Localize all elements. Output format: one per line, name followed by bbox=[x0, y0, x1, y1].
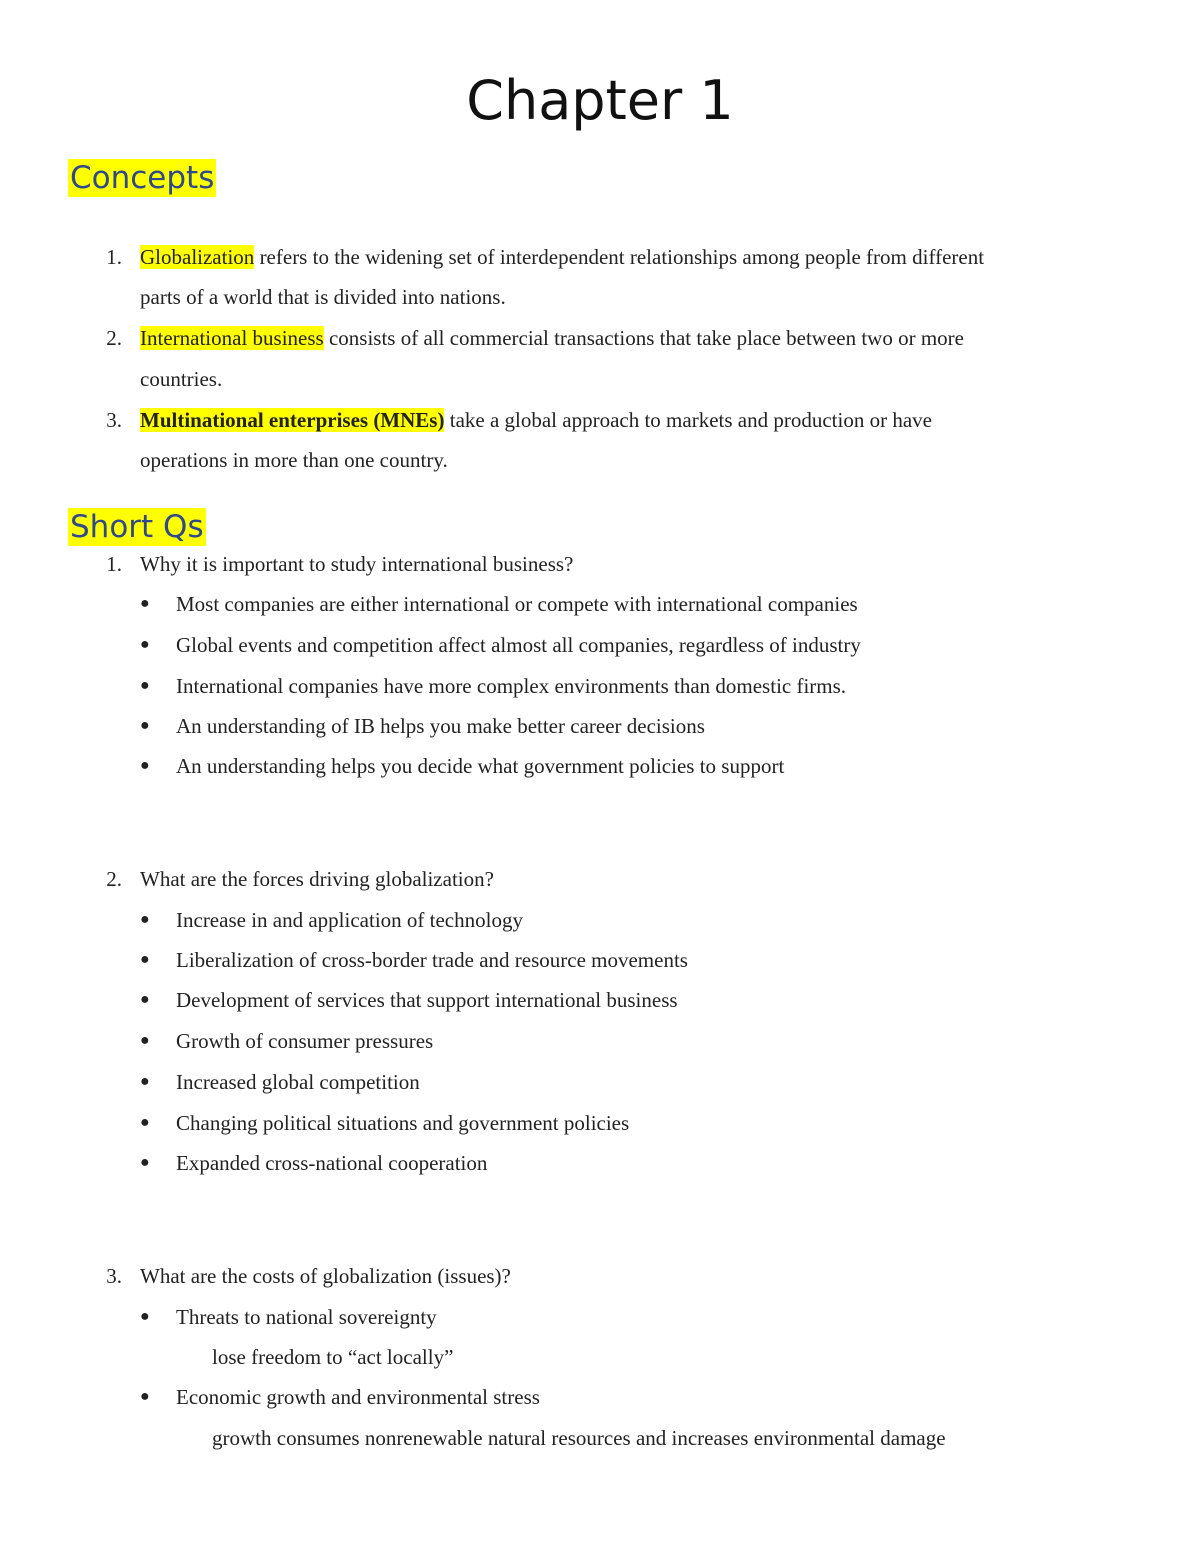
bullet-icon: ● bbox=[140, 757, 150, 774]
short-qs-heading: Short Qs bbox=[70, 509, 204, 545]
concept-number: 2. bbox=[106, 326, 122, 350]
bullet-item: Most companies are either international or compete with international companies bbox=[176, 592, 858, 616]
concept-line bbox=[140, 243, 984, 271]
bullet-item: Economic growth and environmental stress bbox=[176, 1385, 540, 1409]
bullet-item: Increase in and application of technology bbox=[176, 908, 523, 932]
bullet-icon: ● bbox=[140, 991, 150, 1008]
concept-number: 1. bbox=[106, 245, 122, 269]
bullet-subnote: lose freedom to “act locally” bbox=[212, 1345, 454, 1369]
bullet-icon: ● bbox=[140, 1388, 150, 1405]
bullet-icon: ● bbox=[140, 1073, 150, 1090]
concept-continuation: countries. bbox=[140, 367, 223, 391]
bullet-icon: ● bbox=[140, 717, 150, 734]
concept-term-highlight: International business bbox=[140, 326, 324, 350]
bullet-item: Development of services that support international business bbox=[176, 988, 678, 1012]
bullet-item: Liberalization of cross-border trade and resource movements bbox=[176, 948, 688, 972]
bullet-item: Expanded cross-national cooperation bbox=[176, 1151, 488, 1175]
concept-line bbox=[140, 406, 932, 434]
bullet-icon: ● bbox=[140, 677, 150, 694]
bullet-icon: ● bbox=[140, 951, 150, 968]
question-number: 1. bbox=[106, 552, 122, 576]
bullet-item: Increased global competition bbox=[176, 1070, 420, 1094]
bullet-item: Threats to national sovereignty bbox=[176, 1305, 437, 1329]
bullet-subnote: growth consumes nonrenewable natural resources and increases environmental damage bbox=[212, 1426, 946, 1450]
concept-definition: take a global approach to markets and production or have bbox=[444, 408, 932, 432]
bullet-icon: ● bbox=[140, 1308, 150, 1325]
concept-continuation: parts of a world that is divided into nations. bbox=[140, 285, 506, 309]
question-number: 2. bbox=[106, 867, 122, 891]
page-title: Chapter 1 bbox=[466, 69, 734, 132]
question-text: What are the costs of globalization (issues)? bbox=[140, 1264, 511, 1288]
question-text: Why it is important to study international business? bbox=[140, 552, 574, 576]
bullet-item: International companies have more complex environments than domestic firms. bbox=[176, 674, 847, 698]
concept-continuation: operations in more than one country. bbox=[140, 448, 448, 472]
bullet-icon: ● bbox=[140, 1154, 150, 1171]
bullet-icon: ● bbox=[140, 1032, 150, 1049]
question-text: What are the forces driving globalization? bbox=[140, 867, 494, 891]
bullet-icon: ● bbox=[140, 595, 150, 612]
question-number: 3. bbox=[106, 1264, 122, 1288]
bullet-item: Growth of consumer pressures bbox=[176, 1029, 434, 1053]
concept-term-highlight: Multinational enterprises (MNEs) bbox=[140, 408, 445, 432]
bullet-item: Changing political situations and government policies bbox=[176, 1111, 630, 1135]
concept-number: 3. bbox=[106, 408, 122, 432]
bullet-item: An understanding of IB helps you make better career decisions bbox=[176, 714, 705, 738]
concepts-heading: Concepts bbox=[70, 160, 215, 196]
bullet-item: An understanding helps you decide what government policies to support bbox=[176, 754, 785, 778]
concept-line bbox=[140, 324, 964, 352]
bullet-icon: ● bbox=[140, 1114, 150, 1131]
concept-term-highlight: Globalization bbox=[140, 245, 255, 269]
bullet-icon: ● bbox=[140, 911, 150, 928]
concept-definition: consists of all commercial transactions that take place between two or more bbox=[323, 326, 964, 350]
bullet-icon: ● bbox=[140, 636, 150, 653]
concept-definition: refers to the widening set of interdependent relationships among people from different bbox=[254, 245, 985, 269]
bullet-item: Global events and competition affect almost all companies, regardless of industry bbox=[176, 633, 861, 657]
